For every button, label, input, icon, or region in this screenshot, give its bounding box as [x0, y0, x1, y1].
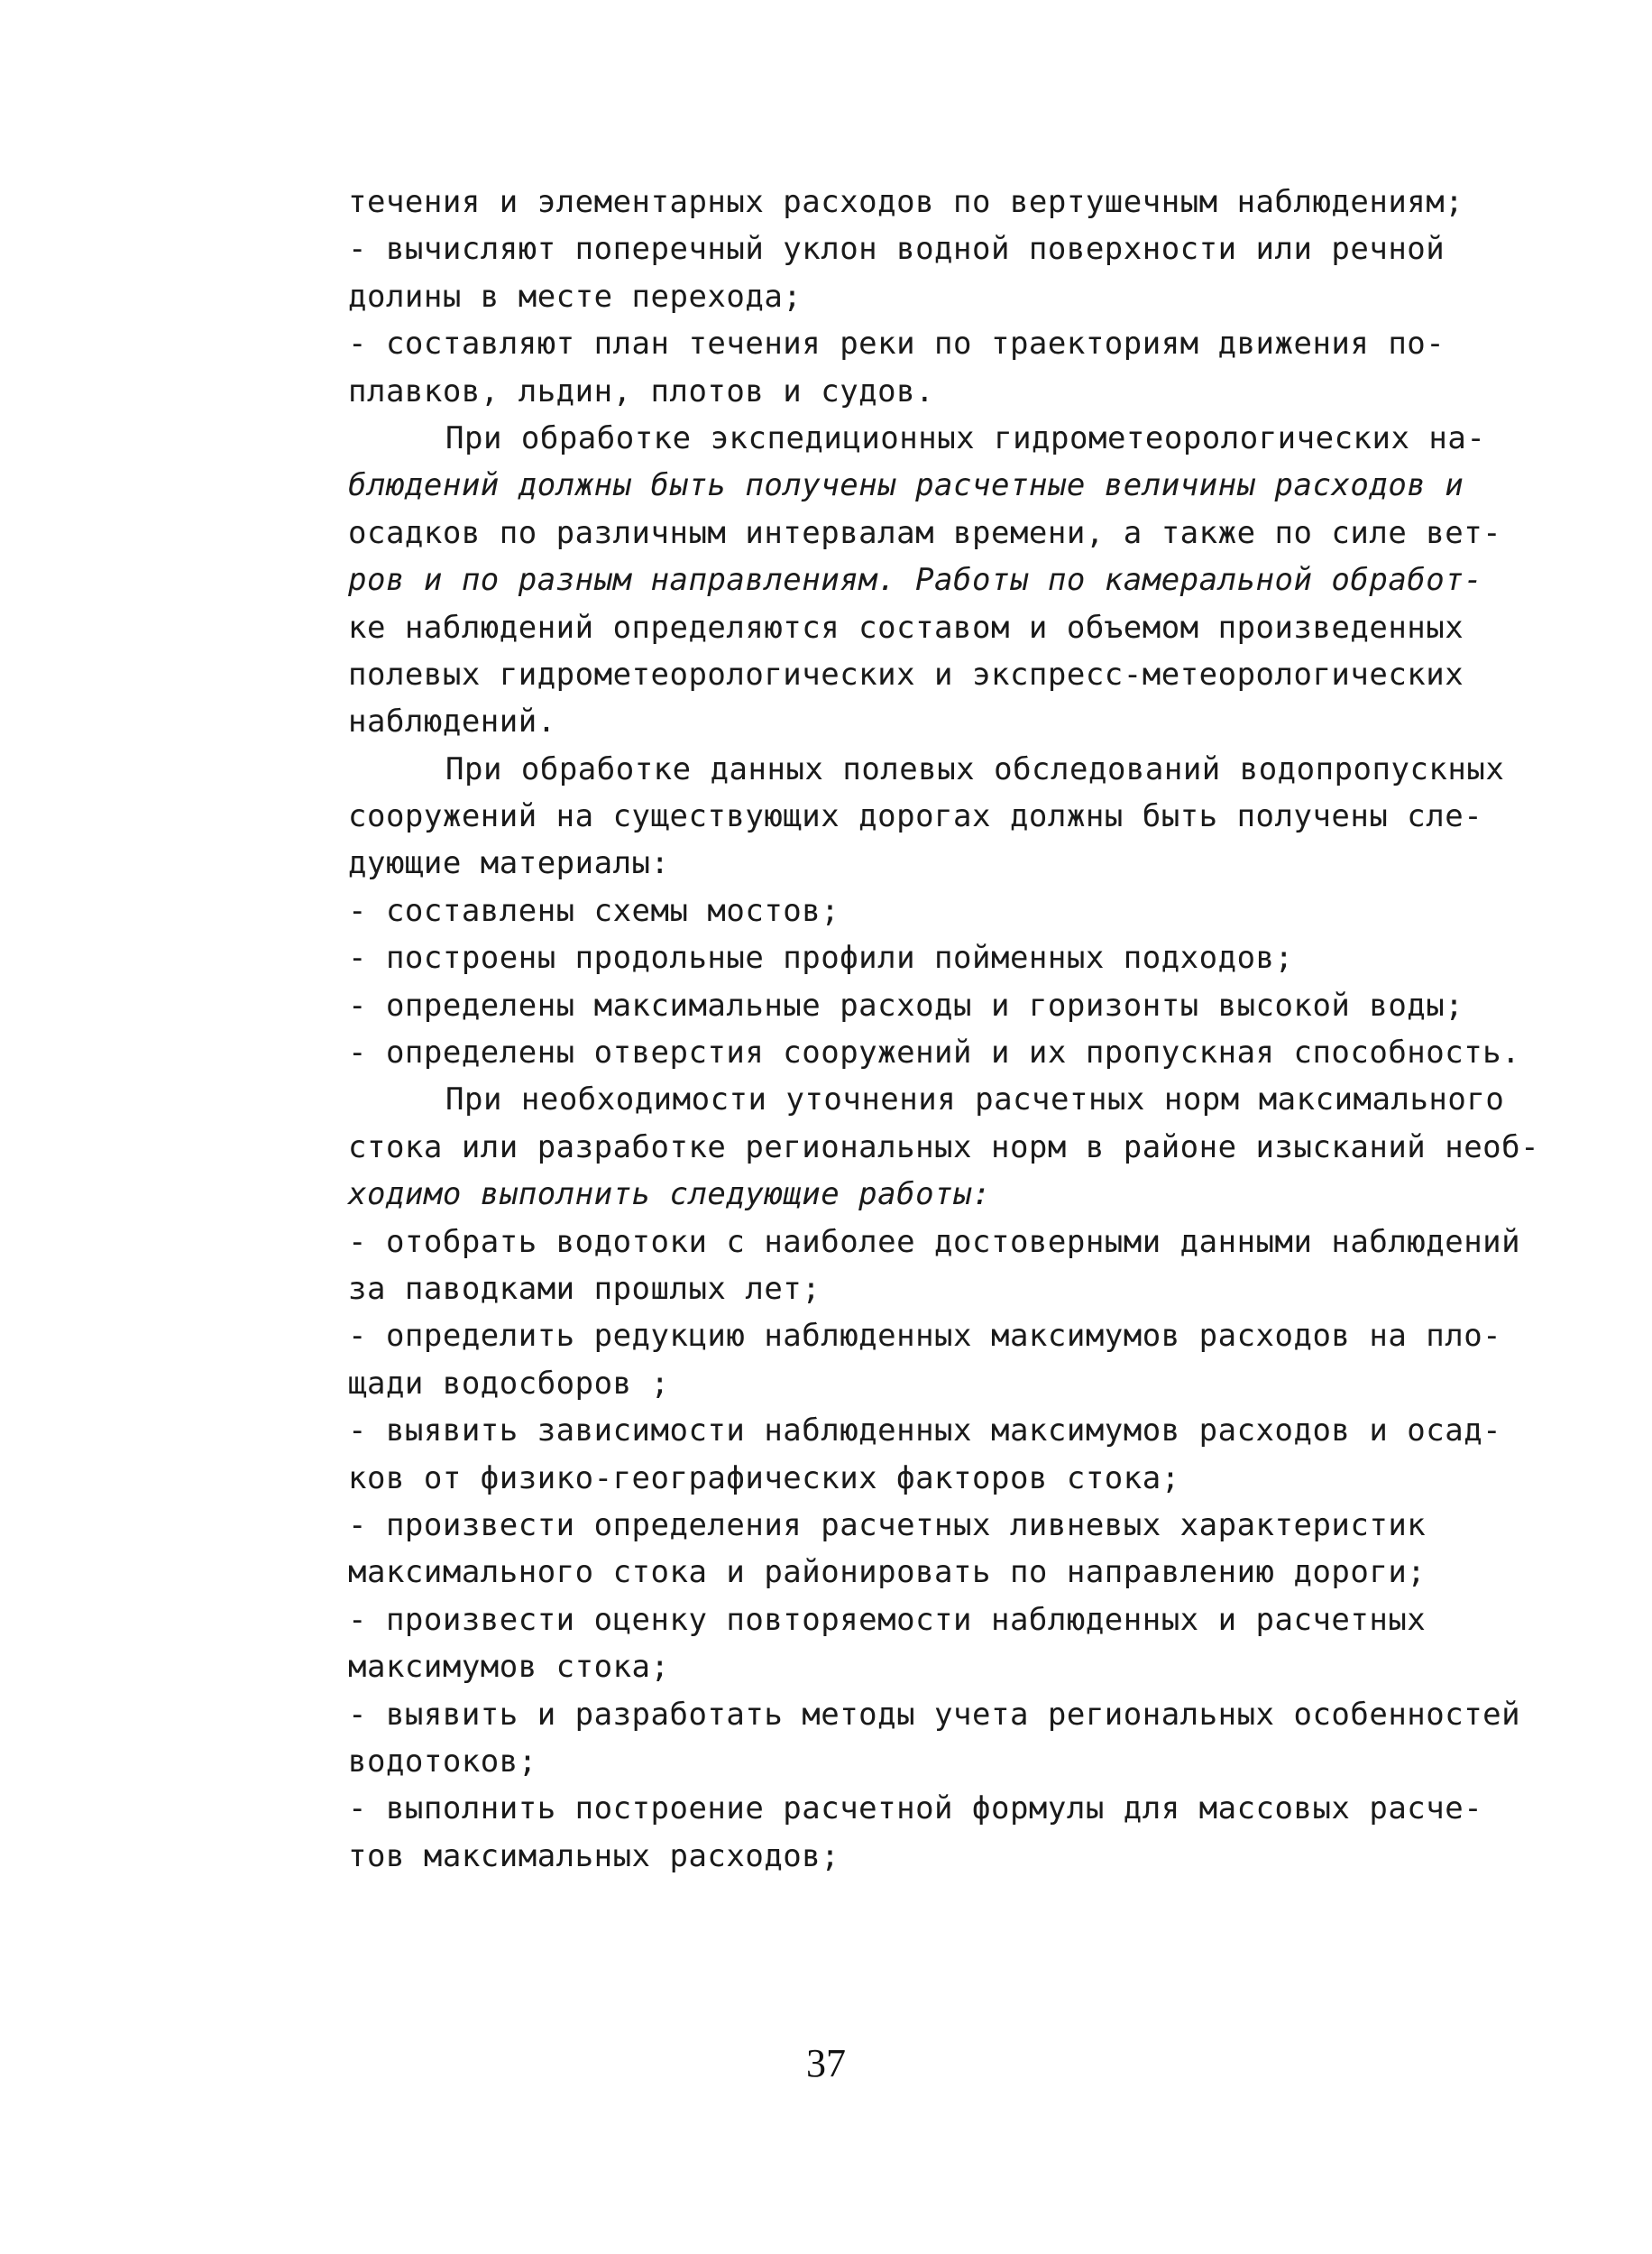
text-line: щади водосборов ; — [348, 1365, 670, 1402]
text-line: тов максимальных расходов; — [348, 1837, 840, 1874]
text-line: дующие материалы: — [348, 845, 670, 882]
text-line: ков от физико-географических факторов стока; — [348, 1459, 1180, 1496]
text-line: - определены максимальные расходы и горизонты высокой воды; — [348, 987, 1464, 1024]
text-line: - произвести определения расчетных ливневых характеристик — [348, 1506, 1427, 1543]
text-line: водотоков; — [348, 1743, 537, 1780]
text-line: блюдений должны быть получены расчетные величины расходов и — [348, 467, 1464, 504]
text-line: плавков, льдин, плотов и судов. — [348, 373, 935, 409]
text-line: - выявить и разработать методы учета региональных особенностей — [348, 1696, 1521, 1733]
text-line: При необходимости уточнения расчетных норм максимального — [445, 1081, 1505, 1118]
text-line: долины в месте перехода; — [348, 278, 803, 315]
text-line: При обработке данных полевых обследований водопропускных — [445, 750, 1505, 787]
text-line: ров и по разным направлениям. Работы по камеральной обработ- — [348, 562, 1483, 599]
text-line: осадков по различным интервалам времени, а также по силе вет- — [348, 514, 1502, 551]
text-line: - выполнить построение расчетной формулы для массовых расче- — [348, 1790, 1483, 1827]
text-line: - отобрать водотоки с наиболее достоверными данными наблюдений — [348, 1223, 1521, 1260]
text-line: стока или разработке региональных норм в районе изысканий необ- — [348, 1128, 1540, 1165]
text-line: - определены отверстия сооружений и их пропускная способность. — [348, 1035, 1521, 1072]
text-line: ходимо выполнить следующие работы: — [348, 1176, 991, 1213]
text-line: - составлены схемы мостов; — [348, 892, 840, 929]
text-line: сооружений на существующих дорогах должны быть получены сле- — [348, 798, 1483, 835]
text-line: - определить редукцию наблюденных максимумов расходов на пло- — [348, 1318, 1502, 1355]
text-line: наблюдений. — [348, 704, 556, 741]
text-line: - произвести оценку повторяемости наблюденных и расчетных — [348, 1601, 1427, 1638]
text-line: максимального стока и районировать по направлению дороги; — [348, 1554, 1427, 1591]
text-line: полевых гидрометеорологических и экспресс-метеорологических — [348, 656, 1464, 693]
page-number: 37 — [806, 2041, 846, 2085]
text-line: При обработке экспедиционных гидрометеорологических на- — [445, 419, 1486, 456]
text-line: - построены продольные профили пойменных подходов; — [348, 940, 1294, 977]
text-line: - выявить зависимости наблюденных максимумов расходов и осад- — [348, 1412, 1502, 1449]
text-line: течения и элементарных расходов по вертушечным наблюдениям; — [348, 184, 1464, 220]
text-line: - составляют план течения реки по траекториям движения по- — [348, 326, 1446, 363]
text-line: - вычисляют поперечный уклон водной поверхности или речной — [348, 231, 1446, 268]
body-text — [348, 179, 1583, 1880]
text-line: за паводками прошлых лет; — [348, 1270, 821, 1307]
text-line: ке наблюдений определяются составом и объемом произведенных — [348, 609, 1464, 646]
text-line: максимумов стока; — [348, 1649, 670, 1686]
